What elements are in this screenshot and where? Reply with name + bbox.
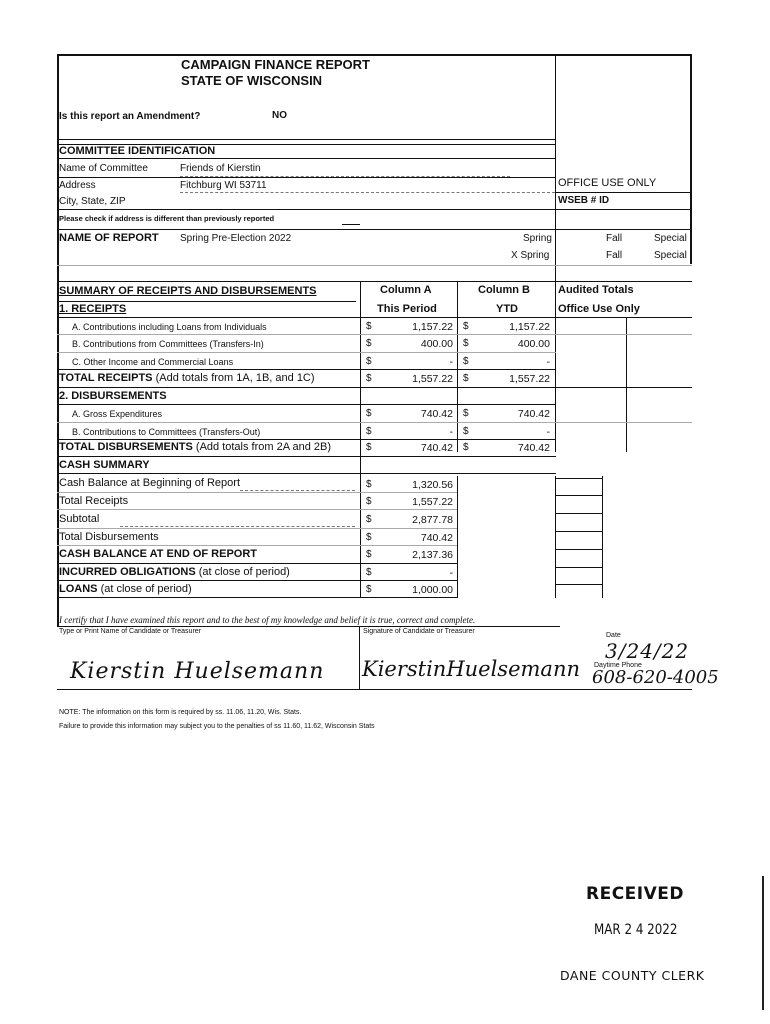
dollar-sign: $	[463, 321, 469, 332]
printed-name-handwritten: Kierstin Huelsemann	[70, 659, 325, 684]
incurred-obligations-row	[59, 566, 290, 578]
total-receipts-col-b: 1,557.22	[509, 373, 550, 385]
total-receipts-note: (Add totals from 1A, 1B, and 1C)	[155, 372, 315, 384]
dollar-sign: $	[463, 338, 469, 349]
column-a-header: Column A	[380, 284, 432, 296]
total-disbursements-col-a: 740.42	[420, 442, 453, 454]
dollar-sign: $	[366, 373, 372, 384]
total-disbursements-col-b: 740.42	[517, 442, 550, 454]
disbursements-row-b-label: B. Contributions to Committees (Transfers-Out)	[72, 427, 261, 437]
dollar-sign: $	[463, 408, 469, 419]
receipts-row-b-label: B. Contributions from Committees (Transfers-In)	[72, 339, 264, 349]
disbursements-row-b-col-a: -	[449, 426, 453, 438]
office-use-only: OFFICE USE ONLY	[558, 177, 657, 189]
audited-totals-header: Audited Totals	[558, 284, 634, 296]
total-disbursements-note: (Add totals from 2A and 2B)	[195, 441, 332, 453]
receipts-row-b-col-b: 400.00	[517, 338, 550, 350]
address-value: Fitchburg WI 53711	[180, 180, 267, 191]
loans-note: (at close of period)	[100, 583, 192, 595]
report-option-fall-2[interactable]: Fall	[606, 250, 623, 261]
cash-subtotal-value: 2,877.78	[412, 514, 453, 526]
receipts-row-a-label: A. Contributions including Loans from Individuals	[72, 322, 267, 332]
dollar-sign: $	[463, 356, 469, 367]
cash-total-disbursements-value: 740.42	[420, 532, 453, 544]
cash-total-disbursements-label: Total Disbursements	[59, 531, 159, 543]
cash-begin-label: Cash Balance at Beginning of Report	[59, 477, 241, 489]
certification-statement: I certify that I have examined this report and to the best of my knowledge and belief it is true, correct and complete.	[59, 615, 476, 625]
note-statute: NOTE: The information on this form is required by ss. 11.06, 11.20, Wis. Stats.	[59, 709, 302, 716]
loans-label: LOANS	[59, 583, 98, 595]
report-option-special-2[interactable]: Special	[654, 250, 687, 261]
date-handwritten: 3/24/22	[605, 639, 690, 663]
disbursements-row-a-col-b: 740.42	[517, 408, 550, 420]
report-option-spring[interactable]: Spring	[523, 233, 552, 244]
phone-handwritten: 608-620-4005	[592, 667, 719, 688]
column-b-header: Column B	[478, 284, 530, 296]
cash-subtotal-label: Subtotal	[59, 513, 100, 525]
dollar-sign: $	[366, 408, 372, 419]
total-receipts-row	[59, 372, 315, 384]
receipts-row-c-col-b: -	[546, 356, 550, 368]
dollar-sign: $	[366, 356, 372, 367]
stamp-edge-line	[762, 876, 764, 1010]
committee-name-label: Name of Committee	[59, 163, 148, 174]
column-b-subheader: YTD	[496, 303, 518, 315]
report-option-spring-selected[interactable]: X Spring	[511, 250, 550, 261]
form-title-line2: STATE OF WISCONSIN	[181, 73, 323, 88]
dollar-sign: $	[463, 373, 469, 384]
dollar-sign: $	[463, 426, 469, 437]
incurred-obligations-note: (at close of period)	[198, 566, 290, 578]
report-option-fall[interactable]: Fall	[606, 233, 623, 244]
report-name-value: Spring Pre-Election 2022	[180, 233, 292, 244]
summary-title: SUMMARY OF RECEIPTS AND DISBURSEMENTS	[59, 285, 317, 297]
cash-total-receipts-value: 1,557.22	[412, 496, 453, 508]
date-label: Date	[606, 632, 621, 639]
cash-total-receipts-label: Total Receipts	[59, 495, 129, 507]
receipts-heading: 1. RECEIPTS	[59, 303, 127, 315]
receipts-row-c-col-a: -	[449, 356, 453, 368]
print-name-label: Type or Print Name of Candidate or Treasurer	[59, 628, 202, 635]
loans-row	[59, 583, 192, 595]
dollar-sign: $	[366, 584, 372, 595]
dollar-sign: $	[366, 479, 372, 490]
incurred-obligations-value: -	[449, 567, 453, 579]
dollar-sign: $	[366, 496, 372, 507]
receipts-row-b-col-a: 400.00	[420, 338, 453, 350]
dollar-sign: $	[366, 514, 372, 525]
disbursements-heading: 2. DISBURSEMENTS	[59, 390, 167, 402]
receipts-row-c-label: C. Other Income and Commercial Loans	[72, 357, 234, 367]
total-disbursements-row	[59, 441, 331, 453]
dollar-sign: $	[366, 338, 372, 349]
address-change-checkbox[interactable]	[342, 224, 360, 225]
office-use-only-subheader: Office Use Only	[558, 303, 640, 315]
address-label: Address	[59, 180, 96, 191]
received-date: MAR 2 4 2022	[594, 922, 678, 938]
disbursements-row-b-col-b: -	[546, 426, 550, 438]
signature-label: Signature of Candidate or Treasurer	[363, 628, 475, 635]
committee-section-title: COMMITTEE IDENTIFICATION	[59, 145, 216, 157]
report-option-special[interactable]: Special	[654, 233, 687, 244]
dollar-sign: $	[366, 549, 372, 560]
cash-begin-value: 1,320.56	[412, 479, 453, 491]
city-state-zip-label: City, State, ZIP	[59, 196, 126, 207]
note-penalties: Failure to provide this information may subject you to the penalties of ss 11.60, 11.62, Wisconsin Stats	[59, 723, 375, 730]
cash-end-label: CASH BALANCE AT END OF REPORT	[59, 548, 257, 560]
dollar-sign: $	[366, 532, 372, 543]
total-disbursements-label: TOTAL DISBURSEMENTS	[59, 441, 193, 453]
dollar-sign: $	[463, 442, 469, 453]
cash-end-value: 2,137.36	[412, 549, 453, 561]
dollar-sign: $	[366, 567, 372, 578]
total-receipts-label: TOTAL RECEIPTS	[59, 372, 153, 384]
address-change-note: Please check if address is different than previously reported	[59, 214, 275, 223]
loans-value: 1,000.00	[412, 584, 453, 596]
phone-label: Daytime Phone	[594, 662, 642, 669]
amendment-question: Is this report an Amendment?	[59, 111, 201, 122]
committee-name-value: Friends of Kierstin	[180, 163, 261, 174]
receipts-row-a-col-b: 1,157.22	[509, 321, 550, 333]
amendment-answer: NO	[272, 110, 287, 121]
disbursements-row-a-label: A. Gross Expenditures	[72, 409, 163, 419]
dollar-sign: $	[366, 442, 372, 453]
received-label: RECEIVED	[586, 884, 684, 904]
disbursements-row-a-col-a: 740.42	[420, 408, 453, 420]
received-clerk: DANE COUNTY CLERK	[560, 968, 705, 983]
total-receipts-col-a: 1,557.22	[412, 373, 453, 385]
dollar-sign: $	[366, 321, 372, 332]
signature-handwritten: KierstinHuelsemann	[362, 657, 580, 681]
column-a-subheader: This Period	[377, 303, 437, 315]
receipts-row-a-col-a: 1,157.22	[412, 321, 453, 333]
form-title-line1: CAMPAIGN FINANCE REPORT	[181, 57, 370, 72]
incurred-obligations-label: INCURRED OBLIGATIONS	[59, 566, 196, 578]
wseb-id-label: WSEB # ID	[558, 195, 610, 206]
cash-summary-heading: CASH SUMMARY	[59, 459, 150, 471]
report-name-label: NAME OF REPORT	[59, 232, 159, 244]
dollar-sign: $	[366, 426, 372, 437]
